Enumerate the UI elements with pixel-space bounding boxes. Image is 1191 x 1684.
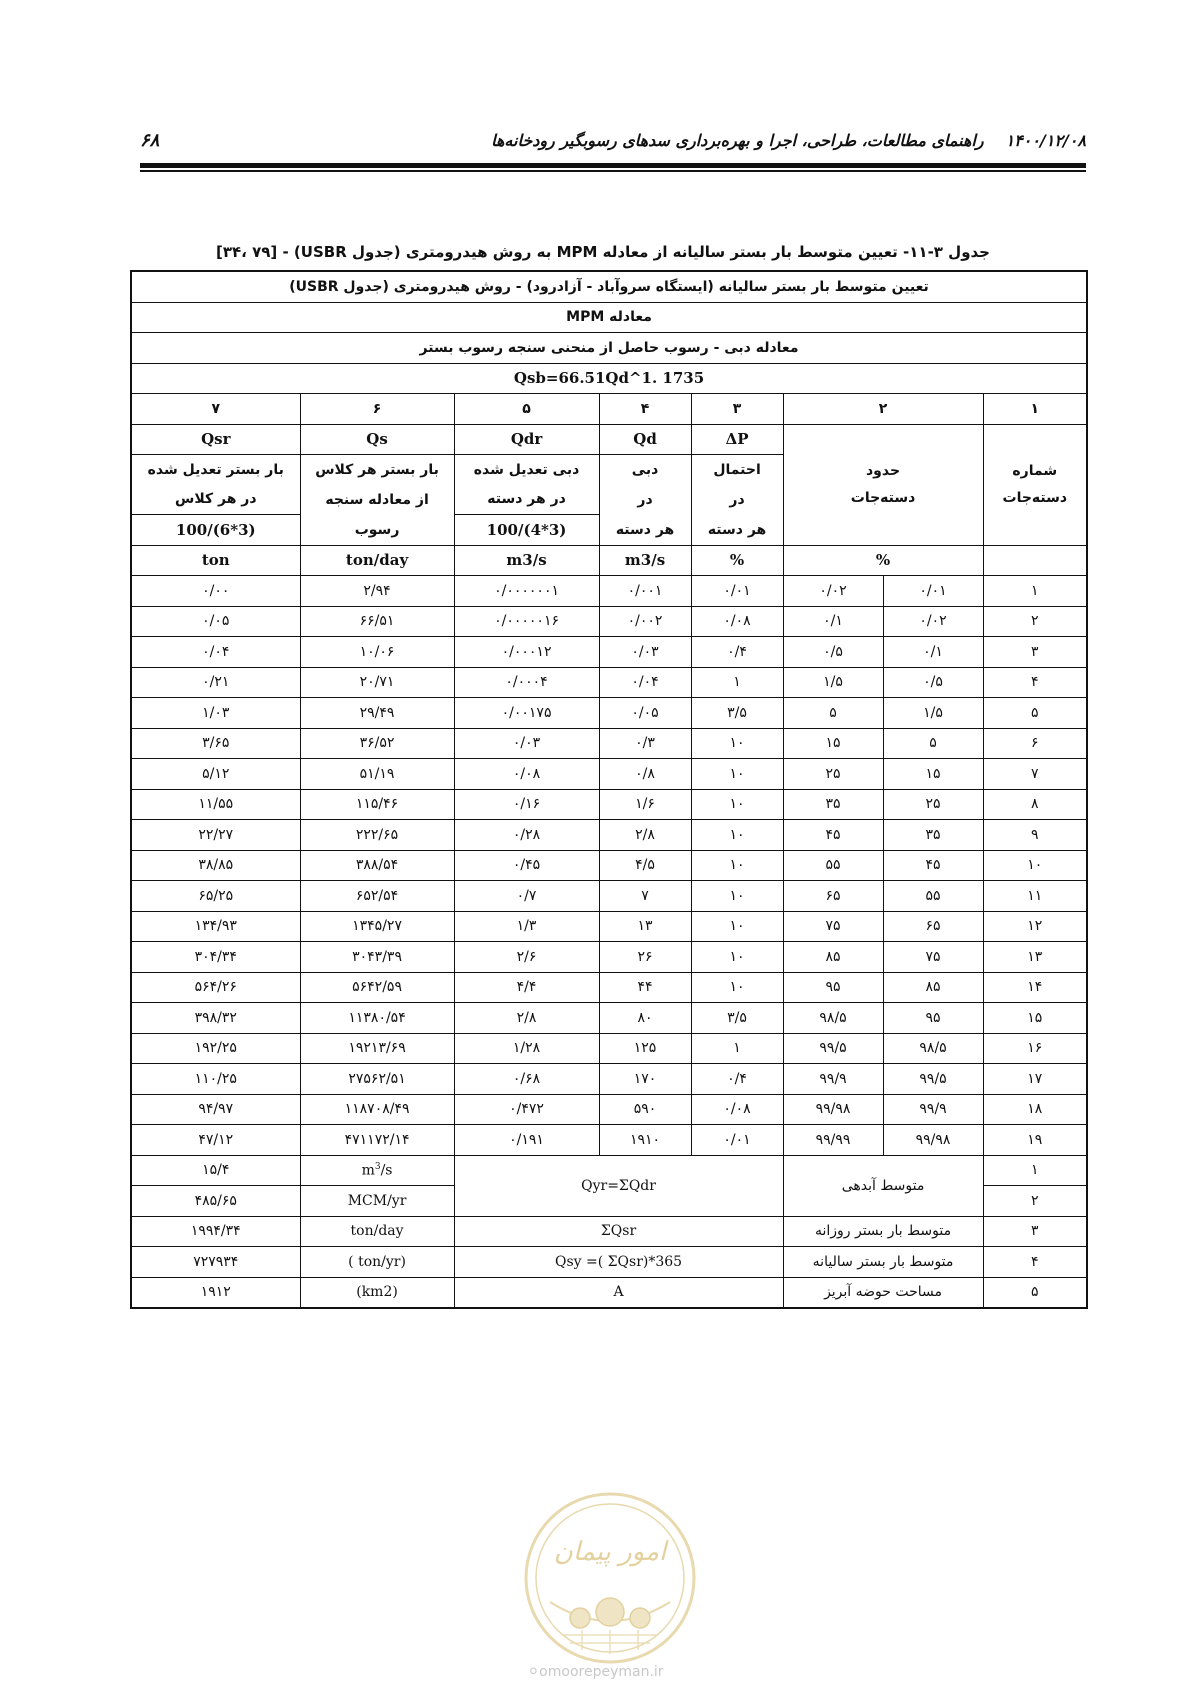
cell-range-to: ۶۵ xyxy=(783,881,883,912)
header-class-limits: حدود دسته‌جات xyxy=(783,424,983,545)
data-rows xyxy=(131,576,1087,1156)
table-title: تعیین متوسط بار بستر سالیانه (ایستگاه سروآباد - آزادرود) - روش هیدرومتری (جدول USBR) xyxy=(131,271,1087,302)
cell-adjusted-discharge: ۰/۰۰۰۴ xyxy=(454,667,599,698)
cell-probability: ۱۰ xyxy=(691,789,783,820)
symbol-qdr: Qdr xyxy=(454,424,599,455)
cell-range-to: ۹۸/۵ xyxy=(783,1003,883,1034)
cell-probability: ۱۰ xyxy=(691,911,783,942)
cell-adjusted-discharge: ۴/۴ xyxy=(454,972,599,1003)
summary-unit-4: (ton/yr ) xyxy=(300,1247,454,1278)
summary-label-3: متوسط بار بستر روزانه xyxy=(783,1216,983,1247)
symbol-qd: Qd xyxy=(599,424,691,455)
label-adjusted-discharge-2: در هر دسته xyxy=(454,485,599,515)
cell-probability: ۱۰ xyxy=(691,728,783,759)
label-probability-3: هر دسته xyxy=(691,515,783,546)
cell-adjusted-discharge: ۰/۰۰۰۰۰۱۶ xyxy=(454,606,599,637)
cell-discharge: ۰/۰۵ xyxy=(599,698,691,729)
table-row xyxy=(131,850,1087,881)
cell-range-from: ۳۵ xyxy=(883,820,983,851)
cell-range-from: ۹۹/۹۸ xyxy=(883,1125,983,1156)
cell-probability: ۳/۵ xyxy=(691,698,783,729)
label-bedload-class: بار بستر هر کلاس xyxy=(300,455,454,485)
cell-range-to: ۹۹/۵ xyxy=(783,1033,883,1064)
summary-unit-2: MCM/yr xyxy=(300,1186,454,1217)
cell-discharge: ۱۳ xyxy=(599,911,691,942)
cell-adjusted-bedload: ۳۸/۸۵ xyxy=(131,850,300,881)
sediment-table xyxy=(130,270,1088,1309)
label-bedload-class-2: از معادله سنجه xyxy=(300,485,454,515)
cell-range-from: ۸۵ xyxy=(883,972,983,1003)
cell-probability: ۰/۰۸ xyxy=(691,606,783,637)
cell-bedload: ۱۱۵/۴۶ xyxy=(300,789,454,820)
page-number: ۶۸ xyxy=(140,130,160,151)
cell-bedload: ۶۶/۵۱ xyxy=(300,606,454,637)
cell-class-number: ۱۷ xyxy=(983,1064,1087,1095)
cell-bedload: ۱۳۴۵/۲۷ xyxy=(300,911,454,942)
rating-equation: Qsb=66.51Qd^1. 1735 xyxy=(131,363,1087,394)
cell-discharge: ۲/۸ xyxy=(599,820,691,851)
summary-value-2: ۴۸۵/۶۵ xyxy=(131,1186,300,1217)
cell-bedload: ۵۶۴۲/۵۹ xyxy=(300,972,454,1003)
label-bedload-class-3: رسوب xyxy=(300,515,454,546)
col-number-2: ۲ xyxy=(783,394,983,425)
cell-adjusted-bedload: ۹۴/۹۷ xyxy=(131,1094,300,1125)
running-title xyxy=(491,131,1086,150)
cell-adjusted-bedload: ۱۱/۵۵ xyxy=(131,789,300,820)
cell-class-number: ۱۹ xyxy=(983,1125,1087,1156)
cell-adjusted-discharge: ۰/۱۹۱ xyxy=(454,1125,599,1156)
cell-class-number: ۱۴ xyxy=(983,972,1087,1003)
cell-bedload: ۲۹/۴۹ xyxy=(300,698,454,729)
summary-formula-3: ΣQsr xyxy=(454,1216,783,1247)
table-row xyxy=(131,1064,1087,1095)
table-row xyxy=(131,1094,1087,1125)
cell-range-from: ۷۵ xyxy=(883,942,983,973)
cell-range-from: ۹۵ xyxy=(883,1003,983,1034)
cell-adjusted-discharge: ۰/۰۰۱۷۵ xyxy=(454,698,599,729)
cell-adjusted-bedload: ۱۳۴/۹۳ xyxy=(131,911,300,942)
cell-range-from: ۲۵ xyxy=(883,789,983,820)
unit-qsr: ton xyxy=(131,545,300,576)
cell-probability: ۱۰ xyxy=(691,972,783,1003)
cell-range-from: ۵۵ xyxy=(883,881,983,912)
cell-range-to: ۵۵ xyxy=(783,850,883,881)
summary-value-1: ۱۵/۴ xyxy=(131,1155,300,1186)
table-row xyxy=(131,1003,1087,1034)
cell-adjusted-discharge: ۰/۰۳ xyxy=(454,728,599,759)
cell-discharge: ۰/۰۰۲ xyxy=(599,606,691,637)
cell-discharge: ۰/۰۰۱ xyxy=(599,576,691,607)
cell-adjusted-discharge: ۱/۲۸ xyxy=(454,1033,599,1064)
cell-bedload: ۲۷۵۶۲/۵۱ xyxy=(300,1064,454,1095)
cell-probability: ۱ xyxy=(691,1033,783,1064)
summary-value-5: ۱۹۱۲ xyxy=(131,1277,300,1308)
table-row xyxy=(131,1033,1087,1064)
cell-probability: ۰/۴ xyxy=(691,1064,783,1095)
unit-qs: ton/day xyxy=(300,545,454,576)
cell-adjusted-discharge: ۰/۷ xyxy=(454,881,599,912)
col-number-4: ۴ xyxy=(599,394,691,425)
cell-class-number: ۱۱ xyxy=(983,881,1087,912)
seal-script: امور پیمان xyxy=(553,1537,667,1567)
cell-adjusted-discharge: ۲/۶ xyxy=(454,942,599,973)
cell-range-to: ۹۹/۹۹ xyxy=(783,1125,883,1156)
cell-bedload: ۵۱/۱۹ xyxy=(300,759,454,790)
cell-adjusted-bedload: ۰/۰۴ xyxy=(131,637,300,668)
table-row xyxy=(131,576,1087,607)
summary-number-2: ۲ xyxy=(983,1186,1087,1217)
cell-bedload: ۱۹۲۱۳/۶۹ xyxy=(300,1033,454,1064)
cell-probability: ۰/۴ xyxy=(691,637,783,668)
cell-range-to: ۲۵ xyxy=(783,759,883,790)
table-row xyxy=(131,606,1087,637)
formula-qsr: (3*6)/100 xyxy=(131,515,300,546)
summary-value-3: ۱۹۹۴/۳۴ xyxy=(131,1216,300,1247)
summary-unit-5: (km2) xyxy=(300,1277,454,1308)
cell-range-from: ۵ xyxy=(883,728,983,759)
label-adjusted-discharge: دبی تعدیل شده xyxy=(454,455,599,485)
cell-bedload: ۳۶/۵۲ xyxy=(300,728,454,759)
cell-range-to: ۹۵ xyxy=(783,972,883,1003)
cell-adjusted-discharge: ۰/۱۶ xyxy=(454,789,599,820)
cell-range-to: ۷۵ xyxy=(783,911,883,942)
table-row xyxy=(131,637,1087,668)
cell-class-number: ۲ xyxy=(983,606,1087,637)
website-watermark: ⚪omoorepeyman.ir xyxy=(527,1664,664,1680)
cell-range-from: ۰/۵ xyxy=(883,667,983,698)
symbol-qsr: Qsr xyxy=(131,424,300,455)
cell-probability: ۰/۰۱ xyxy=(691,576,783,607)
cell-probability: ۳/۵ xyxy=(691,1003,783,1034)
cell-bedload: ۲۰/۷۱ xyxy=(300,667,454,698)
cell-probability: ۱۰ xyxy=(691,881,783,912)
header-class-number: شماره دسته‌جات xyxy=(983,424,1087,545)
cell-range-to: ۹۹/۹ xyxy=(783,1064,883,1095)
cell-discharge: ۱۲۵ xyxy=(599,1033,691,1064)
cell-discharge: ۵۹۰ xyxy=(599,1094,691,1125)
cell-discharge: ۱۹۱۰ xyxy=(599,1125,691,1156)
summary-number-4: ۴ xyxy=(983,1247,1087,1278)
cell-adjusted-bedload: ۲۲/۲۷ xyxy=(131,820,300,851)
cell-adjusted-bedload: ۰/۰۰ xyxy=(131,576,300,607)
cell-adjusted-bedload: ۳۹۸/۳۲ xyxy=(131,1003,300,1034)
header-rule-thick xyxy=(140,163,1086,168)
cell-adjusted-discharge: ۰/۴۷۲ xyxy=(454,1094,599,1125)
cell-range-from: ۶۵ xyxy=(883,911,983,942)
cell-bedload: ۱۰/۰۶ xyxy=(300,637,454,668)
cell-class-number: ۳ xyxy=(983,637,1087,668)
summary-formula-5: A xyxy=(454,1277,783,1308)
cell-adjusted-discharge: ۰/۰۰۰۱۲ xyxy=(454,637,599,668)
summary-flow-formula: Qyr=ΣQdr xyxy=(454,1155,783,1216)
cell-class-number: ۱ xyxy=(983,576,1087,607)
publisher-seal-watermark xyxy=(522,1490,698,1666)
summary-unit-1: $m^3/s$ xyxy=(300,1155,454,1186)
table-row xyxy=(131,820,1087,851)
table-row xyxy=(131,759,1087,790)
header-date: ۱۴۰۰/۱۲/۰۸ xyxy=(1005,131,1086,150)
unit-probability: % xyxy=(691,545,783,576)
cell-range-to: ۱۵ xyxy=(783,728,883,759)
cell-range-from: ۹۹/۹ xyxy=(883,1094,983,1125)
cell-discharge: ۷ xyxy=(599,881,691,912)
cell-class-number: ۸ xyxy=(983,789,1087,820)
cell-adjusted-bedload: ۶۵/۲۵ xyxy=(131,881,300,912)
unit-qd: m3/s xyxy=(599,545,691,576)
cell-class-number: ۶ xyxy=(983,728,1087,759)
cell-probability: ۱۰ xyxy=(691,820,783,851)
cell-probability: ۱۰ xyxy=(691,850,783,881)
cell-range-from: ۰/۱ xyxy=(883,637,983,668)
cell-bedload: ۲/۹۴ xyxy=(300,576,454,607)
cell-adjusted-bedload: ۰/۰۵ xyxy=(131,606,300,637)
cell-range-to: ۹۹/۹۸ xyxy=(783,1094,883,1125)
cell-class-number: ۱۸ xyxy=(983,1094,1087,1125)
table-row xyxy=(131,942,1087,973)
cell-range-from: ۴۵ xyxy=(883,850,983,881)
cell-adjusted-discharge: ۰/۰۰۰۰۰۰۱ xyxy=(454,576,599,607)
label-discharge: دبی xyxy=(599,455,691,485)
cell-class-number: ۱۰ xyxy=(983,850,1087,881)
cell-adjusted-bedload: ۰/۲۱ xyxy=(131,667,300,698)
cell-adjusted-bedload: ۴۷/۱۲ xyxy=(131,1125,300,1156)
cell-range-to: ۸۵ xyxy=(783,942,883,973)
cell-bedload: ۲۲۲/۶۵ xyxy=(300,820,454,851)
header-rule-thin xyxy=(140,170,1086,172)
cell-adjusted-bedload: ۳/۶۵ xyxy=(131,728,300,759)
cell-discharge: ۴۴ xyxy=(599,972,691,1003)
col-number-3: ۳ xyxy=(691,394,783,425)
summary-flow-label: متوسط آبدهی xyxy=(783,1155,983,1216)
cell-class-number: ۱۶ xyxy=(983,1033,1087,1064)
cell-discharge: ۴/۵ xyxy=(599,850,691,881)
cell-class-number: ۴ xyxy=(983,667,1087,698)
cell-adjusted-discharge: ۰/۴۵ xyxy=(454,850,599,881)
cell-range-from: ۱۵ xyxy=(883,759,983,790)
cell-adjusted-bedload: ۵/۱۲ xyxy=(131,759,300,790)
cell-range-to: ۰/۰۲ xyxy=(783,576,883,607)
cell-range-to: ۰/۱ xyxy=(783,606,883,637)
symbol-qs: Qs xyxy=(300,424,454,455)
summary-number-1: ۱ xyxy=(983,1155,1087,1186)
cell-discharge: ۰/۰۴ xyxy=(599,667,691,698)
table-row xyxy=(131,728,1087,759)
cell-range-from: ۰/۰۱ xyxy=(883,576,983,607)
summary-label-4: متوسط بار بستر سالیانه xyxy=(783,1247,983,1278)
cell-adjusted-discharge: ۰/۶۸ xyxy=(454,1064,599,1095)
formula-qdr: (3*4)/100 xyxy=(454,515,599,546)
cell-discharge: ۰/۰۳ xyxy=(599,637,691,668)
cell-bedload: ۱۱۳۸۰/۵۴ xyxy=(300,1003,454,1034)
cell-range-to: ۰/۵ xyxy=(783,637,883,668)
summary-formula-4: Qsy =( ΣQsr)*365 xyxy=(454,1247,783,1278)
cell-class-number: ۱۳ xyxy=(983,942,1087,973)
summary-value-4: ۷۲۷۹۳۴ xyxy=(131,1247,300,1278)
cell-probability: ۱۰ xyxy=(691,759,783,790)
table-equation-name: معادله MPM xyxy=(131,302,1087,333)
label-discharge-2: در xyxy=(599,485,691,515)
col-number-6: ۶ xyxy=(300,394,454,425)
cell-discharge: ۲۶ xyxy=(599,942,691,973)
cell-discharge: ۰/۳ xyxy=(599,728,691,759)
summary-unit-3: ton/day xyxy=(300,1216,454,1247)
table-row xyxy=(131,698,1087,729)
header-title: راهنمای مطالعات، طراحی، اجرا و بهره‌برداری سدهای رسوبگیر رودخانه‌ها xyxy=(491,131,984,150)
cell-class-number: ۹ xyxy=(983,820,1087,851)
summary-number-5: ۵ xyxy=(983,1277,1087,1308)
cell-bedload: ۱۱۸۷۰۸/۴۹ xyxy=(300,1094,454,1125)
cell-class-number: ۷ xyxy=(983,759,1087,790)
cell-adjusted-discharge: ۱/۳ xyxy=(454,911,599,942)
cell-discharge: ۱۷۰ xyxy=(599,1064,691,1095)
cell-adjusted-bedload: ۱۹۲/۲۵ xyxy=(131,1033,300,1064)
cell-bedload: ۴۷۱۱۷۲/۱۴ xyxy=(300,1125,454,1156)
cell-range-to: ۱/۵ xyxy=(783,667,883,698)
cell-adjusted-discharge: ۲/۸ xyxy=(454,1003,599,1034)
cell-bedload: ۳۰۴۳/۳۹ xyxy=(300,942,454,973)
cell-range-to: ۴۵ xyxy=(783,820,883,851)
cell-probability: ۱۰ xyxy=(691,942,783,973)
label-discharge-3: هر دسته xyxy=(599,515,691,546)
unit-qdr: m3/s xyxy=(454,545,599,576)
col-number-7: ۷ xyxy=(131,394,300,425)
page-header xyxy=(140,128,1086,158)
cell-range-from: ۹۸/۵ xyxy=(883,1033,983,1064)
cell-adjusted-bedload: ۵۶۴/۲۶ xyxy=(131,972,300,1003)
cell-adjusted-bedload: ۳۰۴/۳۴ xyxy=(131,942,300,973)
cell-adjusted-discharge: ۰/۰۸ xyxy=(454,759,599,790)
label-adjusted-bedload-2: در هر کلاس xyxy=(131,485,300,515)
cell-discharge: ۸۰ xyxy=(599,1003,691,1034)
cell-class-number: ۱۲ xyxy=(983,911,1087,942)
cell-probability: ۰/۰۱ xyxy=(691,1125,783,1156)
label-adjusted-bedload: بار بستر تعدیل شده xyxy=(131,455,300,485)
cell-probability: ۰/۰۸ xyxy=(691,1094,783,1125)
table-row xyxy=(131,1125,1087,1156)
cell-bedload: ۳۸۸/۵۴ xyxy=(300,850,454,881)
label-probability: احتمال xyxy=(691,455,783,485)
cell-adjusted-bedload: ۱/۰۳ xyxy=(131,698,300,729)
table-row xyxy=(131,911,1087,942)
label-probability-2: در xyxy=(691,485,783,515)
cell-range-from: ۱/۵ xyxy=(883,698,983,729)
table-row xyxy=(131,789,1087,820)
unit-empty xyxy=(983,545,1087,576)
table-row xyxy=(131,881,1087,912)
cell-adjusted-discharge: ۰/۲۸ xyxy=(454,820,599,851)
table-caption: جدول ۳-۱۱- تعیین متوسط بار بستر سالیانه از معادله MPM به روش هیدرومتری (جدول USBR) - [۳۴، ۷۹] xyxy=(215,243,990,261)
table-row xyxy=(131,667,1087,698)
cell-probability: ۱ xyxy=(691,667,783,698)
cell-class-number: ۱۵ xyxy=(983,1003,1087,1034)
table-row xyxy=(131,972,1087,1003)
cell-range-to: ۵ xyxy=(783,698,883,729)
cell-bedload: ۶۵۲/۵۴ xyxy=(300,881,454,912)
summary-label-5: مساحت حوضه آبریز xyxy=(783,1277,983,1308)
unit-limits: % xyxy=(783,545,983,576)
cell-range-from: ۰/۰۲ xyxy=(883,606,983,637)
cell-range-from: ۹۹/۵ xyxy=(883,1064,983,1095)
cell-range-to: ۳۵ xyxy=(783,789,883,820)
cell-class-number: ۵ xyxy=(983,698,1087,729)
cell-discharge: ۰/۸ xyxy=(599,759,691,790)
col-number-5: ۵ xyxy=(454,394,599,425)
cell-adjusted-bedload: ۱۱۰/۲۵ xyxy=(131,1064,300,1095)
symbol-dp: ΔP xyxy=(691,424,783,455)
summary-number-3: ۳ xyxy=(983,1216,1087,1247)
cell-discharge: ۱/۶ xyxy=(599,789,691,820)
col-number-1: ۱ xyxy=(983,394,1087,425)
table-equation-description: معادله دبی - رسوب حاصل از منحنی سنجه رسوب بستر xyxy=(131,333,1087,364)
